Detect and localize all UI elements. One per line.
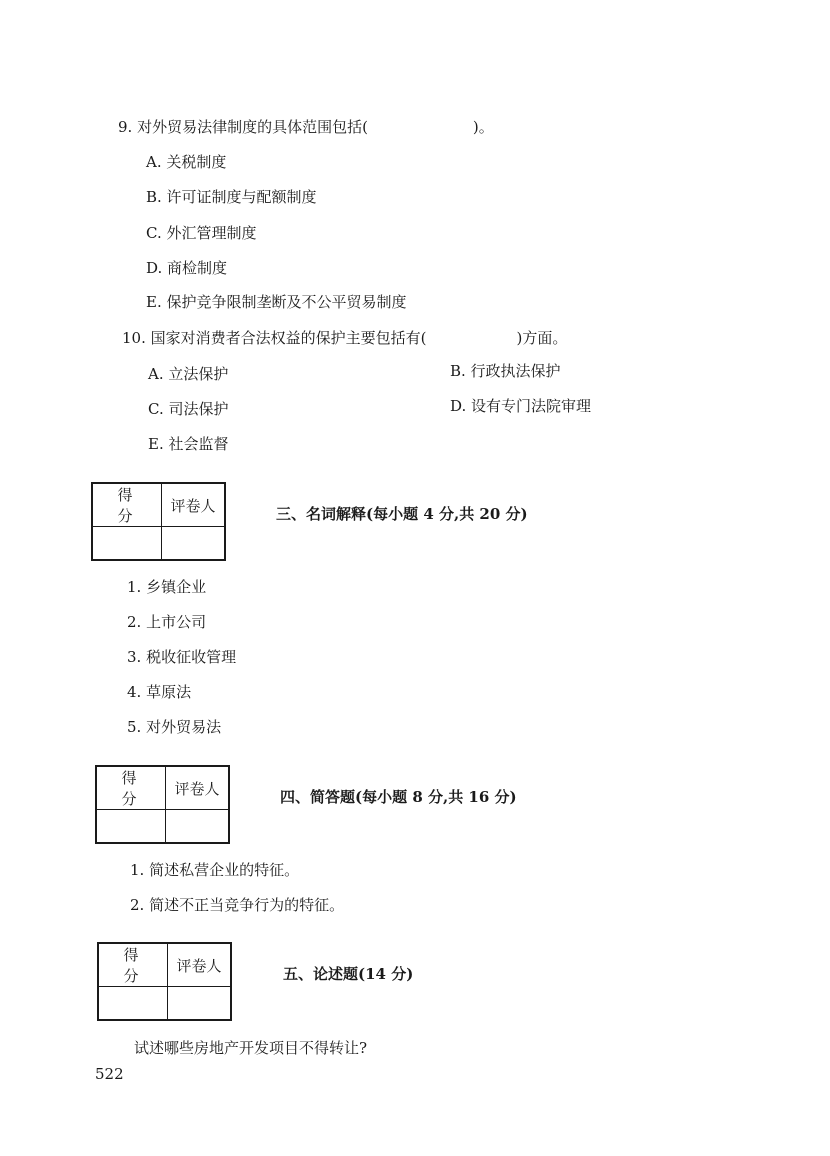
score-label: 得 分 [96,766,166,810]
grader-label: 评卷人 [166,766,230,810]
section4-title: 四、简答题(每小题 8 分,共 16 分) [280,788,517,806]
score-cell[interactable] [96,810,166,844]
q9-option-e: E. 保护竞争限制垄断及不公平贸易制度 [146,293,407,311]
score-label: 得 分 [98,943,168,987]
section4-item-2: 2. 简述不正当竞争行为的特征。 [130,896,345,914]
section5-title: 五、论述题(14 分) [283,965,414,983]
q10-option-c: C. 司法保护 [148,400,229,418]
q10-option-b: B. 行政执法保护 [450,362,561,380]
q9-option-c: C. 外汇管理制度 [146,224,257,242]
section3-item-1: 1. 乡镇企业 [127,578,207,596]
section3-item-4: 4. 草原法 [127,683,192,701]
section3-title: 三、名词解释(每小题 4 分,共 20 分) [276,505,528,523]
grader-cell[interactable] [166,810,230,844]
q9-option-d: D. 商检制度 [146,259,228,277]
section3-item-2: 2. 上市公司 [127,613,207,631]
score-cell[interactable] [98,987,168,1021]
q10-stem: 10. 国家对消费者合法权益的保护主要包括有( )方面。 [122,329,568,347]
score-cell[interactable] [92,527,162,561]
q10-option-d: D. 设有专门法院审理 [450,397,592,415]
grader-label: 评卷人 [168,943,232,987]
section3-item-3: 3. 税收征收管理 [127,648,237,666]
section3-item-5: 5. 对外贸易法 [127,718,222,736]
score-box-section5 [97,942,232,1021]
page-number: 522 [95,1065,124,1083]
grader-cell[interactable] [168,987,232,1021]
q9-option-a: A. 关税制度 [146,153,227,171]
score-box-section4 [95,765,230,844]
q10-option-a: A. 立法保护 [148,365,229,383]
section4-item-1: 1. 简述私营企业的特征。 [130,861,300,879]
q9-stem: 9. 对外贸易法律制度的具体范围包括( )。 [118,118,494,136]
section5-question: 试述哪些房地产开发项目不得转让? [134,1039,368,1057]
q9-option-b: B. 许可证制度与配额制度 [146,188,317,206]
score-label: 得 分 [92,483,162,527]
grader-label: 评卷人 [162,483,226,527]
grader-cell[interactable] [162,527,226,561]
score-box-section3 [91,482,226,561]
q10-option-e: E. 社会监督 [148,435,229,453]
